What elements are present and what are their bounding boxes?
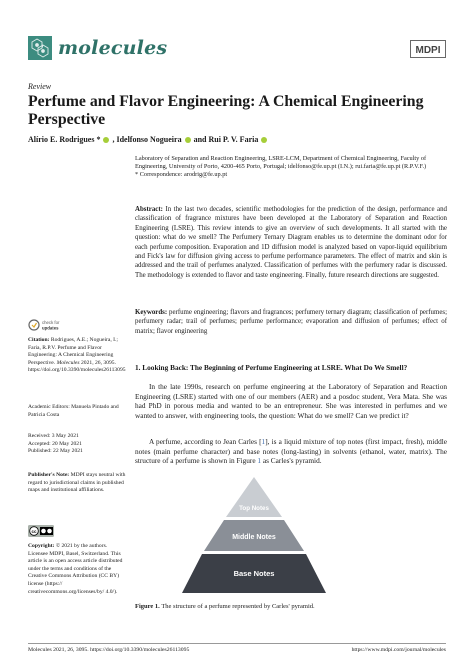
middle-notes-label: Middle Notes — [232, 534, 276, 541]
footer-citation[interactable]: Molecules 2021, 26, 3095. https://doi.org/10.3390/molecules26113095 — [28, 647, 190, 653]
paragraph-2-text-c: as Carles's pyramid. — [261, 456, 322, 466]
cc-by-license-icon[interactable] — [28, 524, 54, 536]
article-title: Perfume and Flavor Engineering: A Chemical Engineering Perspective — [28, 93, 424, 128]
author-rodrigues[interactable]: Alírio E. Rodrigues * — [28, 135, 101, 144]
footer-divider — [28, 643, 446, 644]
svg-text:MDPI: MDPI — [415, 45, 441, 56]
abstract-text: In the last two decades, scientific methodologies for the prediction of the design, performance and classification of fragrance mixtures have been developed at the Laboratory of Separation and Reaction Engineering (LSRE). This review intends to give an overview of such developments. It all started with the question: what do we smell? The Perfumery Ternary Diagram enables us to determine the dominant odor for each perfume composition. Evaporation and 1D diffusion model is analyzed based on vapor-liquid equilibrium and Fick's law for diffusion giving access to perfume performance parameters. The effect of matrix and skin is addressed and the trail of perfumes analyzed. Classification of perfumes with the perfumery radar is discussed. The methodology is extended to flavor and taste engineering. Finally, future research directions are suggested. — [135, 206, 447, 279]
orcid-icon[interactable] — [185, 137, 191, 143]
citation-block — [28, 337, 126, 375]
citation-text: Rodrigues, A.E.; Nogueira, I.; Faria, R.P.V. Perfume and Flavor Engineering: A Chemical Engineering Perspective. — [28, 337, 118, 366]
paragraph-1: In the late 1990s, research on perfume engineering at the Laboratory of Separation and Reaction Engineering (LSRE) started with one of our members (AER) and a posdoc student, Vera Mata. She was had PhD in porous media and wanted to be an entrepreneur. She was interested in perfumes and we wanted to answer, with engineering tools, the question: What do we smell? Can we predict it? — [135, 382, 447, 421]
publisher-note-text: MDPI stays neutral with regard to jurisdictional claims in published maps and institutional affiliations. — [28, 472, 126, 494]
copyright-text: © 2021 by the authors. Licensee MDPI, Basel, Switzerland. This article is an open access article distributed under the terms and conditions of the Creative Commons Attribution (CC BY) license (https:// creativecommons.org/licenses/by/ 4.0/). — [28, 543, 123, 595]
top-notes-label: Top Notes — [239, 505, 269, 512]
mdpi-logo — [410, 40, 446, 58]
orcid-icon[interactable] — [103, 137, 109, 143]
citation-journal: Molecules — [56, 359, 80, 366]
check-for-updates-badge[interactable] — [28, 318, 72, 330]
figure-link[interactable]: 1 — [257, 456, 262, 466]
publisher-note — [28, 472, 126, 495]
copyright-block — [28, 543, 126, 596]
dates-block — [28, 433, 126, 456]
figure-caption-label: Figure 1. — [135, 603, 160, 610]
received-date: Received: 3 May 2021 — [28, 433, 79, 439]
page-footer — [28, 647, 446, 653]
academic-editors: Academic Editors: Manuela Pintado and Patricia Costa — [28, 404, 119, 418]
keywords-text: perfume engineering; flavors and fragrances; perfumery ternary diagram; classification of perfumes; perfumery radar; trail of perfumes; perfume performance; evaporation and diffusion of perfumes; effect of matrix; flavor engineering — [135, 309, 447, 335]
citation-label: Citation: — [28, 337, 50, 343]
citation-doi[interactable]: 2021, 26, 3095. https://doi.org/10.3390/molecules26113095 — [28, 359, 126, 374]
paragraph-2-text-a: A perfume, according to Jean Carles [ — [149, 437, 262, 446]
published-date: Published: 22 May 2021 — [28, 448, 83, 455]
paragraph-2-text-b: ], is a liquid mixture of top notes (first impact, fresh), middle notes (main perfume character) and base notes (long-lasting) in solvents (ethanol, water, matrix). The structure of a perfume is shown in Figure — [135, 437, 447, 466]
carles-pyramid-figure — [180, 475, 328, 595]
affiliation-text: Laboratory of Separation and Reaction Engineering, LSRE-LCM, Department of Chemical Engineering, Faculty of Engineering, University of Porto, 4200-465 Porto, Portugal; idelfonso@fe.up.pt (I.N.); rui.faria@fe.up.pt (R.P.V.F.) — [135, 155, 427, 171]
check-for-updates-line1: check for — [42, 320, 60, 325]
author-nogueira[interactable]: , Idelfonso Nogueira — [112, 135, 182, 144]
paragraph-2 — [135, 437, 447, 466]
footer-journal-url[interactable]: https://www.mdpi.com/journal/molecules — [351, 647, 446, 653]
publisher-note-label: Publisher's Note: — [28, 472, 70, 478]
accepted-date: Accepted: 20 May 2021 — [28, 440, 82, 447]
journal-name: molecules — [58, 37, 168, 59]
keywords — [135, 308, 447, 336]
keywords-label: Keywords: — [135, 309, 168, 316]
section-heading: 1. Looking Back: The Beginning of Perfume Engineering at LSRE. What Do We Smell? — [135, 363, 408, 372]
base-notes-label: Base Notes — [233, 569, 275, 578]
abstract — [135, 205, 447, 280]
figure-caption-text: The structure of a perfume represented by Carles' pyramid. — [161, 603, 315, 610]
copyright-label: Copyright: — [28, 543, 55, 549]
affiliations — [135, 155, 445, 180]
orcid-icon[interactable] — [261, 137, 267, 143]
journal-logo — [28, 36, 52, 60]
author-list — [28, 135, 268, 144]
article-type: Review — [28, 82, 52, 91]
reference-link[interactable]: 1 — [261, 437, 266, 446]
svg-text:cc: cc — [31, 528, 37, 534]
author-faria[interactable]: and Rui P. V. Faria — [193, 135, 259, 144]
figure-caption — [135, 603, 315, 610]
abstract-label: Abstract: — [135, 206, 163, 213]
correspondence: * Correspondence: arodrig@fe.up.pt — [135, 171, 228, 179]
check-for-updates-line2: updates — [42, 325, 59, 331]
